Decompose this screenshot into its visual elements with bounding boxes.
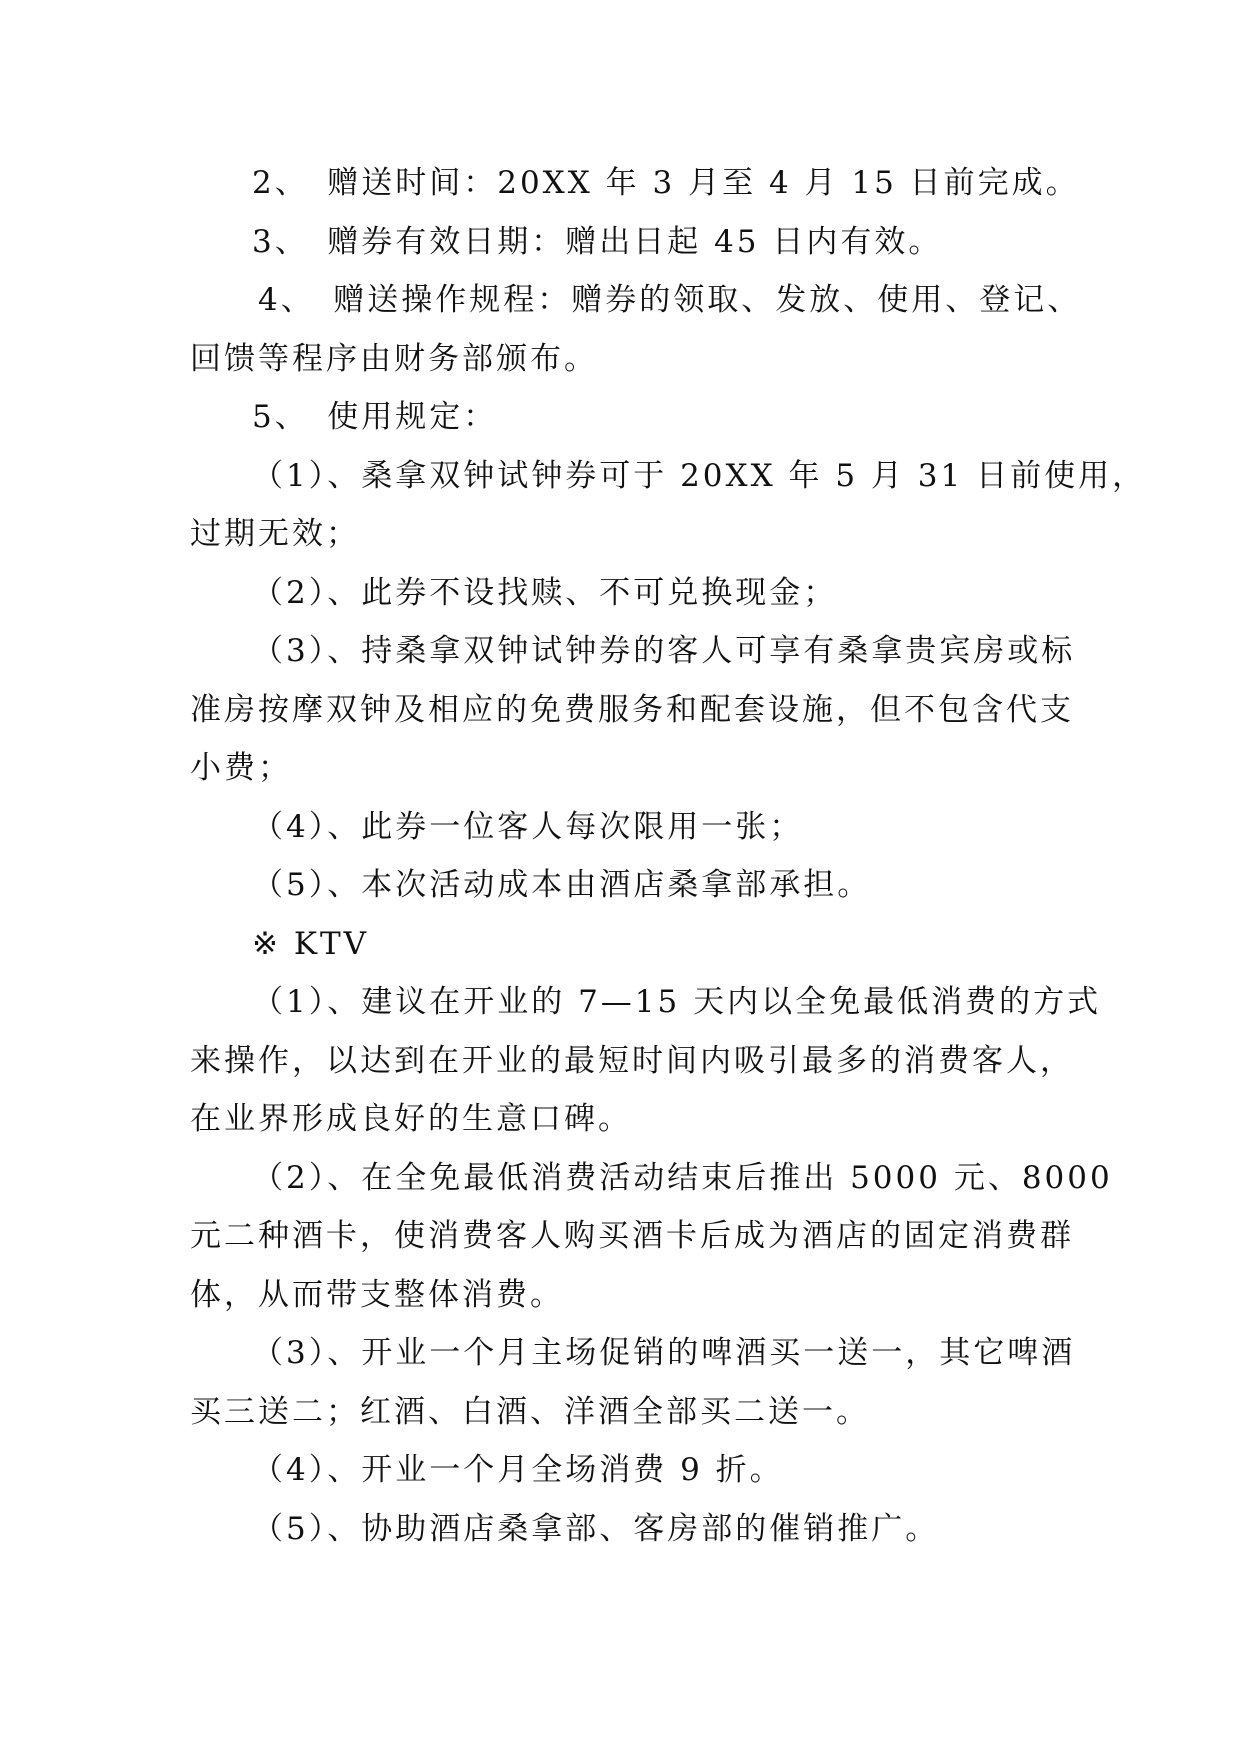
- paragraph-line: 买三送二；红酒、白酒、洋酒全部买二送一。: [190, 1393, 870, 1430]
- paragraph-line: 过期无效；: [190, 516, 360, 552]
- document-body: [190, 154, 1147, 1558]
- paragraph-line: （2）、在全免最低消费活动结束后推出 5000 元、8000: [252, 1159, 1113, 1196]
- paragraph-line: 5、 使用规定：: [252, 399, 498, 435]
- paragraph-line: （1）、建议在开业的 7—15 天内以全免最低消费的方式: [252, 984, 1102, 1020]
- paragraph-line: （3）、持桑拿双钟试钟券的客人可享有桑拿贵宾房或标: [252, 633, 1076, 669]
- paragraph-line: （5）、本次活动成本由酒店桑拿部承担。: [252, 867, 872, 903]
- paragraph-line: 元二种酒卡，使消费客人购买酒卡后成为酒店的固定消费群: [190, 1218, 1074, 1254]
- paragraph-line: 来操作，以达到在开业的最短时间内吸引最多的消费客人，: [190, 1042, 1074, 1079]
- paragraph-line: 在业界形成良好的生意口碑。: [190, 1101, 632, 1137]
- paragraph-line: 准房按摩双钟及相应的免费服务和配套设施，但不包含代支: [190, 691, 1074, 728]
- paragraph-line: 小费；: [190, 750, 292, 786]
- paragraph-line: （4）、此券一位客人每次限用一张；: [252, 808, 804, 845]
- paragraph-line: 回馈等程序由财务部颁布。: [190, 340, 598, 377]
- section-heading: ※ KTV: [252, 925, 370, 962]
- paragraph-line: 2、 赠送时间：20XX 年 3 月至 4 月 15 日前完成。: [252, 165, 1080, 201]
- paragraph-line: （3）、开业一个月主场促销的啤酒买一送一，其它啤酒: [252, 1335, 1076, 1371]
- paragraph-line: 3、 赠券有效日期：赠出日起 45 日内有效。: [252, 223, 943, 260]
- paragraph-line: 4、 赠送操作规程：赠券的领取、发放、使用、登记、: [258, 282, 1082, 318]
- paragraph-line: （4）、开业一个月全场消费 9 折。: [252, 1452, 784, 1488]
- paragraph-line: 体，从而带支整体消费。: [190, 1276, 564, 1313]
- paragraph-line: （5）、协助酒店桑拿部、客房部的催销推广。: [252, 1510, 940, 1547]
- paragraph-line: （2）、此券不设找赎、不可兑换现金；: [252, 574, 838, 611]
- paragraph-line: （1）、桑拿双钟试钟券可于 20XX 年 5 月 31 日前使用，: [252, 457, 1147, 494]
